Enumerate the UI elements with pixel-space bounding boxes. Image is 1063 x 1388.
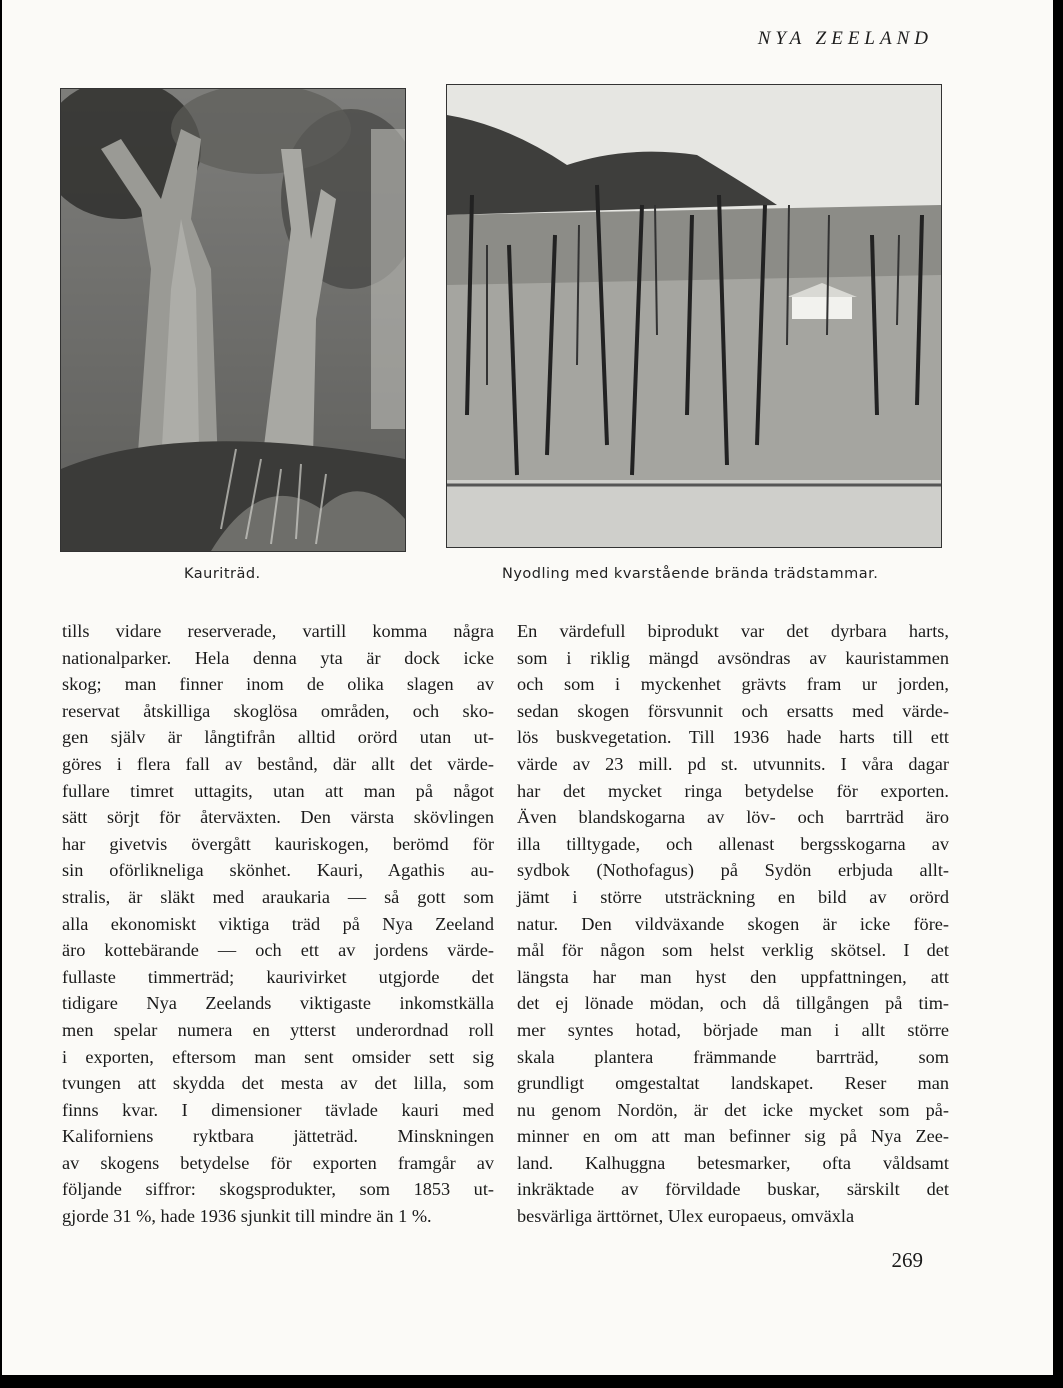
text-line: sedan skogen försvunnit och ersatts med värde-	[517, 700, 949, 721]
text-line: natur. Den vildväxande skogen är icke före-	[517, 913, 949, 934]
page-number: 269	[891, 1248, 923, 1272]
text-line: fullaste timmerträd; kaurivirket utgjorde det	[62, 966, 494, 987]
text-line: har det mycket ringa betydelse för exporten.	[517, 780, 949, 801]
text-line: det ej lönade mödan, och då tillgången på tim-	[517, 993, 949, 1014]
text-line: mer syntes hotad, började man i allt större	[517, 1019, 949, 1040]
text-line: stralis, är släkt med araukaria — så gott som	[62, 886, 494, 907]
text-line: nu genom Nordön, är det icke mycket som på-	[517, 1099, 949, 1120]
text-line: gen själv är långtifrån alltid orörd utan ut-	[62, 727, 494, 748]
text-line: inkräktade av förvildade buskar, särskilt det	[517, 1179, 949, 1200]
text-line: men spelar numera en ytterst underordnad roll	[62, 1019, 494, 1040]
running-head: NYA ZEELAND	[757, 28, 933, 49]
text-line: följande siffror: skogsprodukter, som 1853 ut-	[62, 1179, 494, 1200]
book-page	[2, 0, 1053, 1375]
text-line: Även blandskogarna av löv- och barrträd äro	[517, 807, 949, 828]
text-line: finns kvar. I dimensioner tävlade kauri med	[62, 1099, 494, 1120]
text-line: mål för någon som helst verklig skötsel. I det	[517, 940, 949, 961]
text-line: längsta har man hyst den uppfattningen, att	[517, 966, 949, 987]
text-line: äro kottebärande — och ett av jordens värde-	[62, 940, 494, 961]
text-line: jämt i större utsträckning en bild av orörd	[517, 886, 949, 907]
text-line: reservat åtskilliga skoglösa områden, och sko-	[62, 700, 494, 721]
text-line: sin oförlikneliga skönhet. Kauri, Agathis au-	[62, 860, 494, 881]
kauri-tree-photo	[60, 88, 406, 552]
text-line: besvärliga ärttörnet, Ulex europaeus, omväxla	[517, 1206, 855, 1227]
text-line: alla ekonomiskt viktiga träd på Nya Zeeland	[62, 913, 494, 934]
text-line: och som i myckenhet grävts fram ur jorden,	[517, 674, 949, 695]
text-line: Kaliforniens ryktbara jätteträd. Minskningen	[62, 1126, 494, 1147]
text-line: värde av 23 mill. pd st. utvunnits. I våra dagar	[517, 753, 949, 774]
burned-trunks-photo	[446, 84, 942, 548]
text-line: tvungen att skydda det mesta av det lilla, som	[62, 1073, 494, 1094]
text-line: illa tilltygade, och allenast bergsskogarna av	[517, 833, 949, 854]
text-line: fullare timret uttagits, utan att man på något	[62, 780, 494, 801]
text-line: i exporten, eftersom man sent omsider sett sig	[62, 1046, 494, 1067]
text-line: grundligt omgestaltat landskapet. Reser man	[517, 1073, 949, 1094]
text-line: tills vidare reserverade, vartill komma några	[62, 621, 494, 641]
text-line: som i riklig mängd avsöndras av kauristammen	[517, 647, 949, 668]
text-line: minner en om att man befinner sig på Nya Zee-	[517, 1126, 949, 1147]
text-column-left	[62, 618, 494, 1230]
text-line: sydbok (Nothofagus) på Sydön erbjuda allt-	[517, 860, 949, 881]
text-line: skog; man finner inom de olika slagen av	[62, 674, 494, 695]
text-line: göres i flera fall av bestånd, där allt det värde-	[62, 753, 494, 774]
text-line: gjorde 31 %, hade 1936 sjunkit till mindre än 1 %.	[62, 1206, 432, 1227]
text-line: lös buskvegetation. Till 1936 hade harts till ett	[517, 727, 949, 748]
text-line: har givetvis övergått kauriskogen, berömd för	[62, 833, 494, 854]
text-line: nationalparker. Hela denna yta är dock icke	[62, 647, 494, 668]
text-line: land. Kalhuggna betesmarker, ofta våldsamt	[517, 1152, 949, 1173]
caption-kauri: Kauriträd.	[184, 566, 261, 582]
text-line: sätt sörjt för återväxten. Den värsta skövlingen	[62, 807, 494, 828]
text-line: tidigare Nya Zeelands viktigaste inkomstkälla	[62, 993, 494, 1014]
text-line: skala plantera främmande barrträd, som	[517, 1046, 949, 1067]
caption-burned-trunks: Nyodling med kvarstående brända trädstammar.	[502, 566, 879, 582]
text-line: En värdefull biprodukt var det dyrbara harts,	[517, 621, 949, 641]
text-line: av skogens betydelse för exporten framgår av	[62, 1152, 494, 1173]
text-column-right	[517, 618, 949, 1230]
